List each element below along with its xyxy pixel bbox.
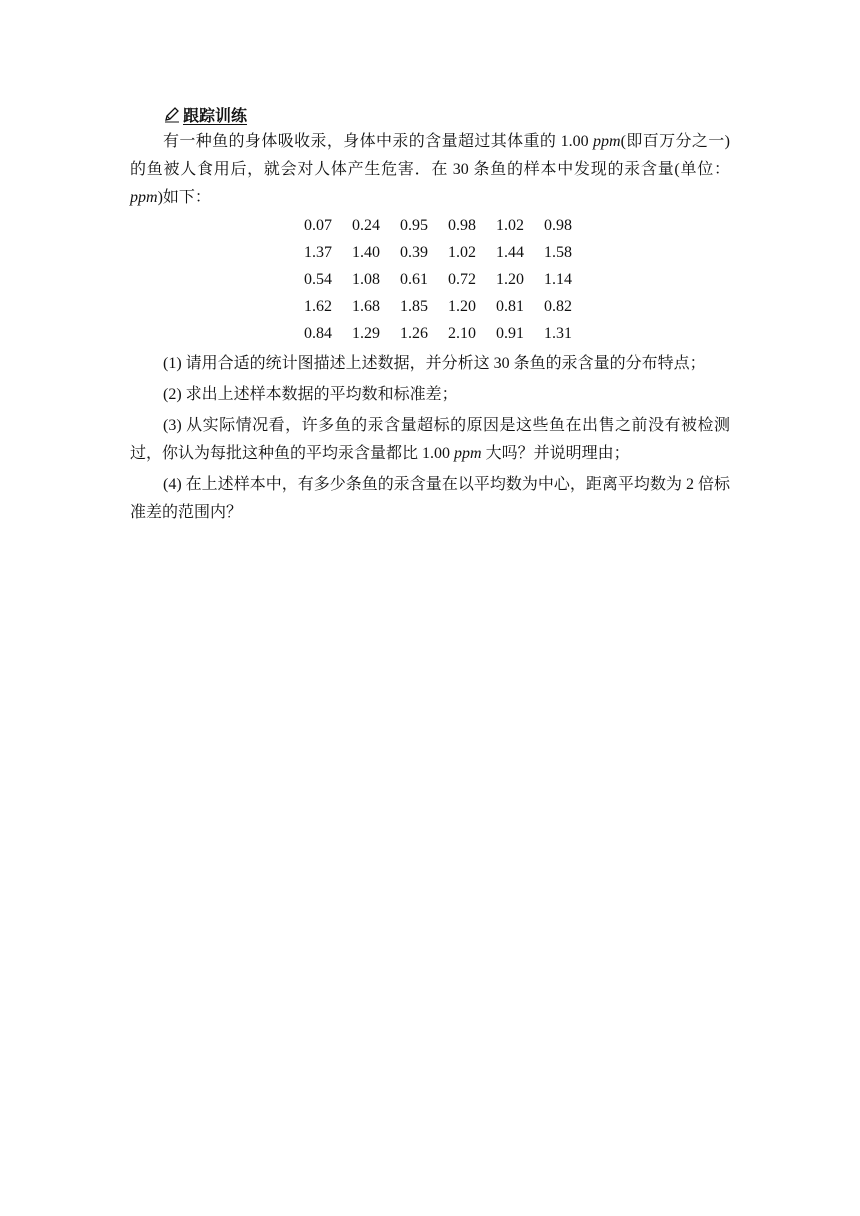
table-cell: 1.40	[352, 243, 380, 261]
table-row	[304, 239, 592, 266]
table-row	[304, 212, 592, 239]
table-cell: 1.62	[304, 297, 332, 315]
intro-paragraph: 有一种鱼的身体吸收汞，身体中汞的含量超过其体重的 1.00 ppm(即百万分之一)的鱼被人食用后，就会对人体产生危害．在 30 条鱼的样本中发现的汞含量(单位：ppm)如下：	[130, 133, 730, 206]
table-row	[304, 320, 592, 347]
mercury-data-table	[304, 212, 592, 347]
table-cell: 1.26	[400, 324, 428, 342]
table-cell: 1.29	[352, 324, 380, 342]
table-cell: 0.54	[304, 270, 332, 288]
table-cell: 1.85	[400, 297, 428, 315]
table-cell: 1.44	[496, 243, 524, 261]
table-cell: 0.24	[352, 216, 380, 234]
table-cell: 0.39	[400, 243, 428, 261]
table-cell: 0.95	[400, 216, 428, 234]
table-cell: 0.72	[448, 270, 476, 288]
table-cell: 1.02	[448, 243, 476, 261]
table-row	[304, 266, 592, 293]
question-2: (2) 求出上述样本数据的平均数和标准差；	[163, 386, 458, 403]
table-cell: 0.82	[544, 297, 572, 315]
table-cell: 1.31	[544, 324, 572, 342]
table-cell: 2.10	[448, 324, 476, 342]
table-cell: 0.61	[400, 270, 428, 288]
table-cell: 0.98	[448, 216, 476, 234]
section-heading	[163, 100, 730, 128]
pencil-icon	[163, 105, 181, 123]
table-cell: 1.02	[496, 216, 524, 234]
table-cell: 0.07	[304, 216, 332, 234]
section-title: 跟踪训练	[183, 105, 248, 125]
table-cell: 0.98	[544, 216, 572, 234]
table-cell: 1.68	[352, 297, 380, 315]
question-4: (4) 在上述样本中，有多少条鱼的汞含量在以平均数为中心，距离平均数为 2 倍标准差的范围内？	[130, 476, 730, 521]
table-cell: 1.20	[496, 270, 524, 288]
question-3: (3) 从实际情况看，许多鱼的汞含量超标的原因是这些鱼在出售之前没有被检测过，你认为每批这种鱼的平均汞含量都比 1.00 ppm 大吗？并说明理由；	[130, 417, 730, 462]
table-cell: 1.58	[544, 243, 572, 261]
table-cell: 1.20	[448, 297, 476, 315]
table-row	[304, 293, 592, 320]
exercise-page	[130, 100, 730, 527]
table-cell: 0.91	[496, 324, 524, 342]
question-1: (1) 请用合适的统计图描述上述数据，并分析这 30 条鱼的汞含量的分布特点；	[163, 355, 706, 372]
table-cell: 0.84	[304, 324, 332, 342]
table-cell: 1.14	[544, 270, 572, 288]
table-cell: 1.37	[304, 243, 332, 261]
table-cell: 0.81	[496, 297, 524, 315]
table-cell: 1.08	[352, 270, 380, 288]
